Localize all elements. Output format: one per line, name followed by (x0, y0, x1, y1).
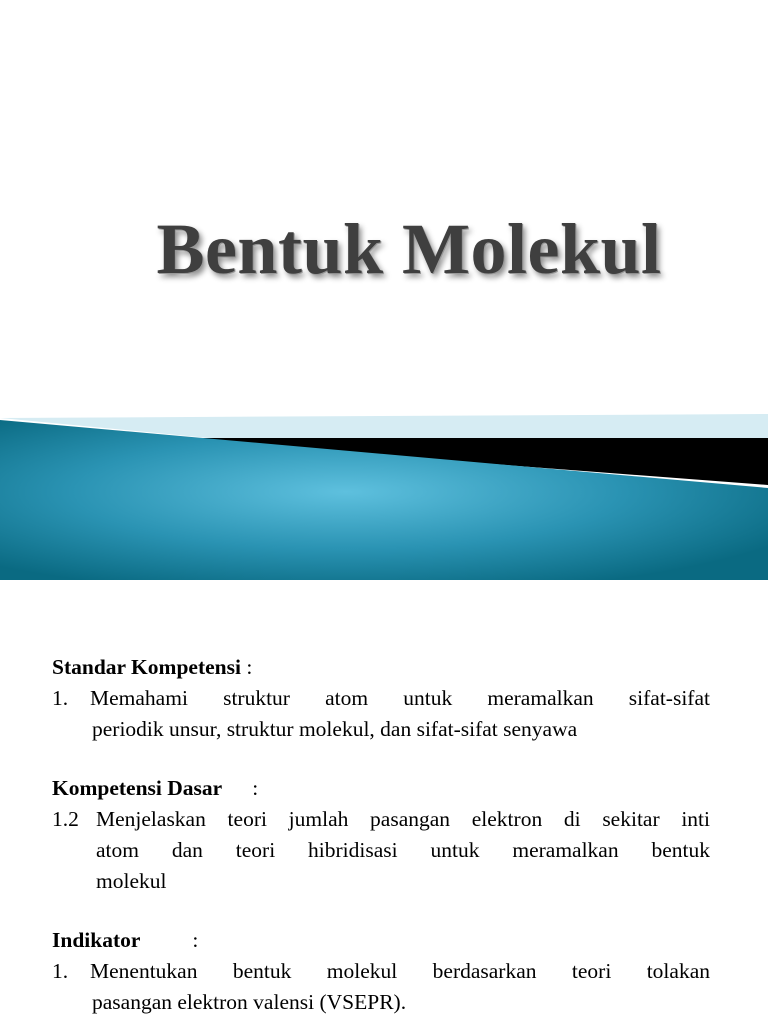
list-item (52, 956, 710, 987)
item-text-line: Menjelaskan teori jumlah pasangan elektron di sekitar inti (96, 807, 710, 831)
indikator-section (52, 925, 710, 1018)
standar-kompetensi-colon: : (240, 655, 253, 679)
item-text-line: Menentukan bentuk molekul berdasarkan teori tolakan (90, 959, 710, 983)
list-item (52, 804, 710, 835)
indikator-colon: : (192, 928, 199, 952)
kompetensi-dasar-section (52, 773, 710, 897)
list-item (52, 683, 710, 714)
slide-title: Bentuk Molekul (156, 209, 662, 289)
kompetensi-dasar-heading: Kompetensi Dasar (52, 776, 223, 800)
kompetensi-dasar-colon: : (252, 776, 259, 800)
standar-kompetensi-section (52, 652, 710, 745)
item-text-line: atom dan teori hibridisasi untuk meramalkan bentuk (96, 838, 710, 862)
item-text-line: periodik unsur, struktur molekul, dan sifat-sifat senyawa (92, 717, 578, 741)
indikator-heading: Indikator (52, 928, 141, 952)
standar-kompetensi-heading: Standar Kompetensi (52, 655, 241, 679)
item-number: 1. (52, 959, 69, 983)
content-body (52, 652, 710, 1018)
item-number: 1. (52, 686, 69, 710)
item-text-line: pasangan elektron valensi (VSEPR). (92, 990, 407, 1014)
item-number: 1.2 (52, 807, 79, 831)
item-text-line: molekul (96, 869, 167, 893)
decorative-banner (0, 410, 768, 580)
item-text-line: Memahami struktur atom untuk meramalkan sifat-sifat (90, 686, 710, 710)
